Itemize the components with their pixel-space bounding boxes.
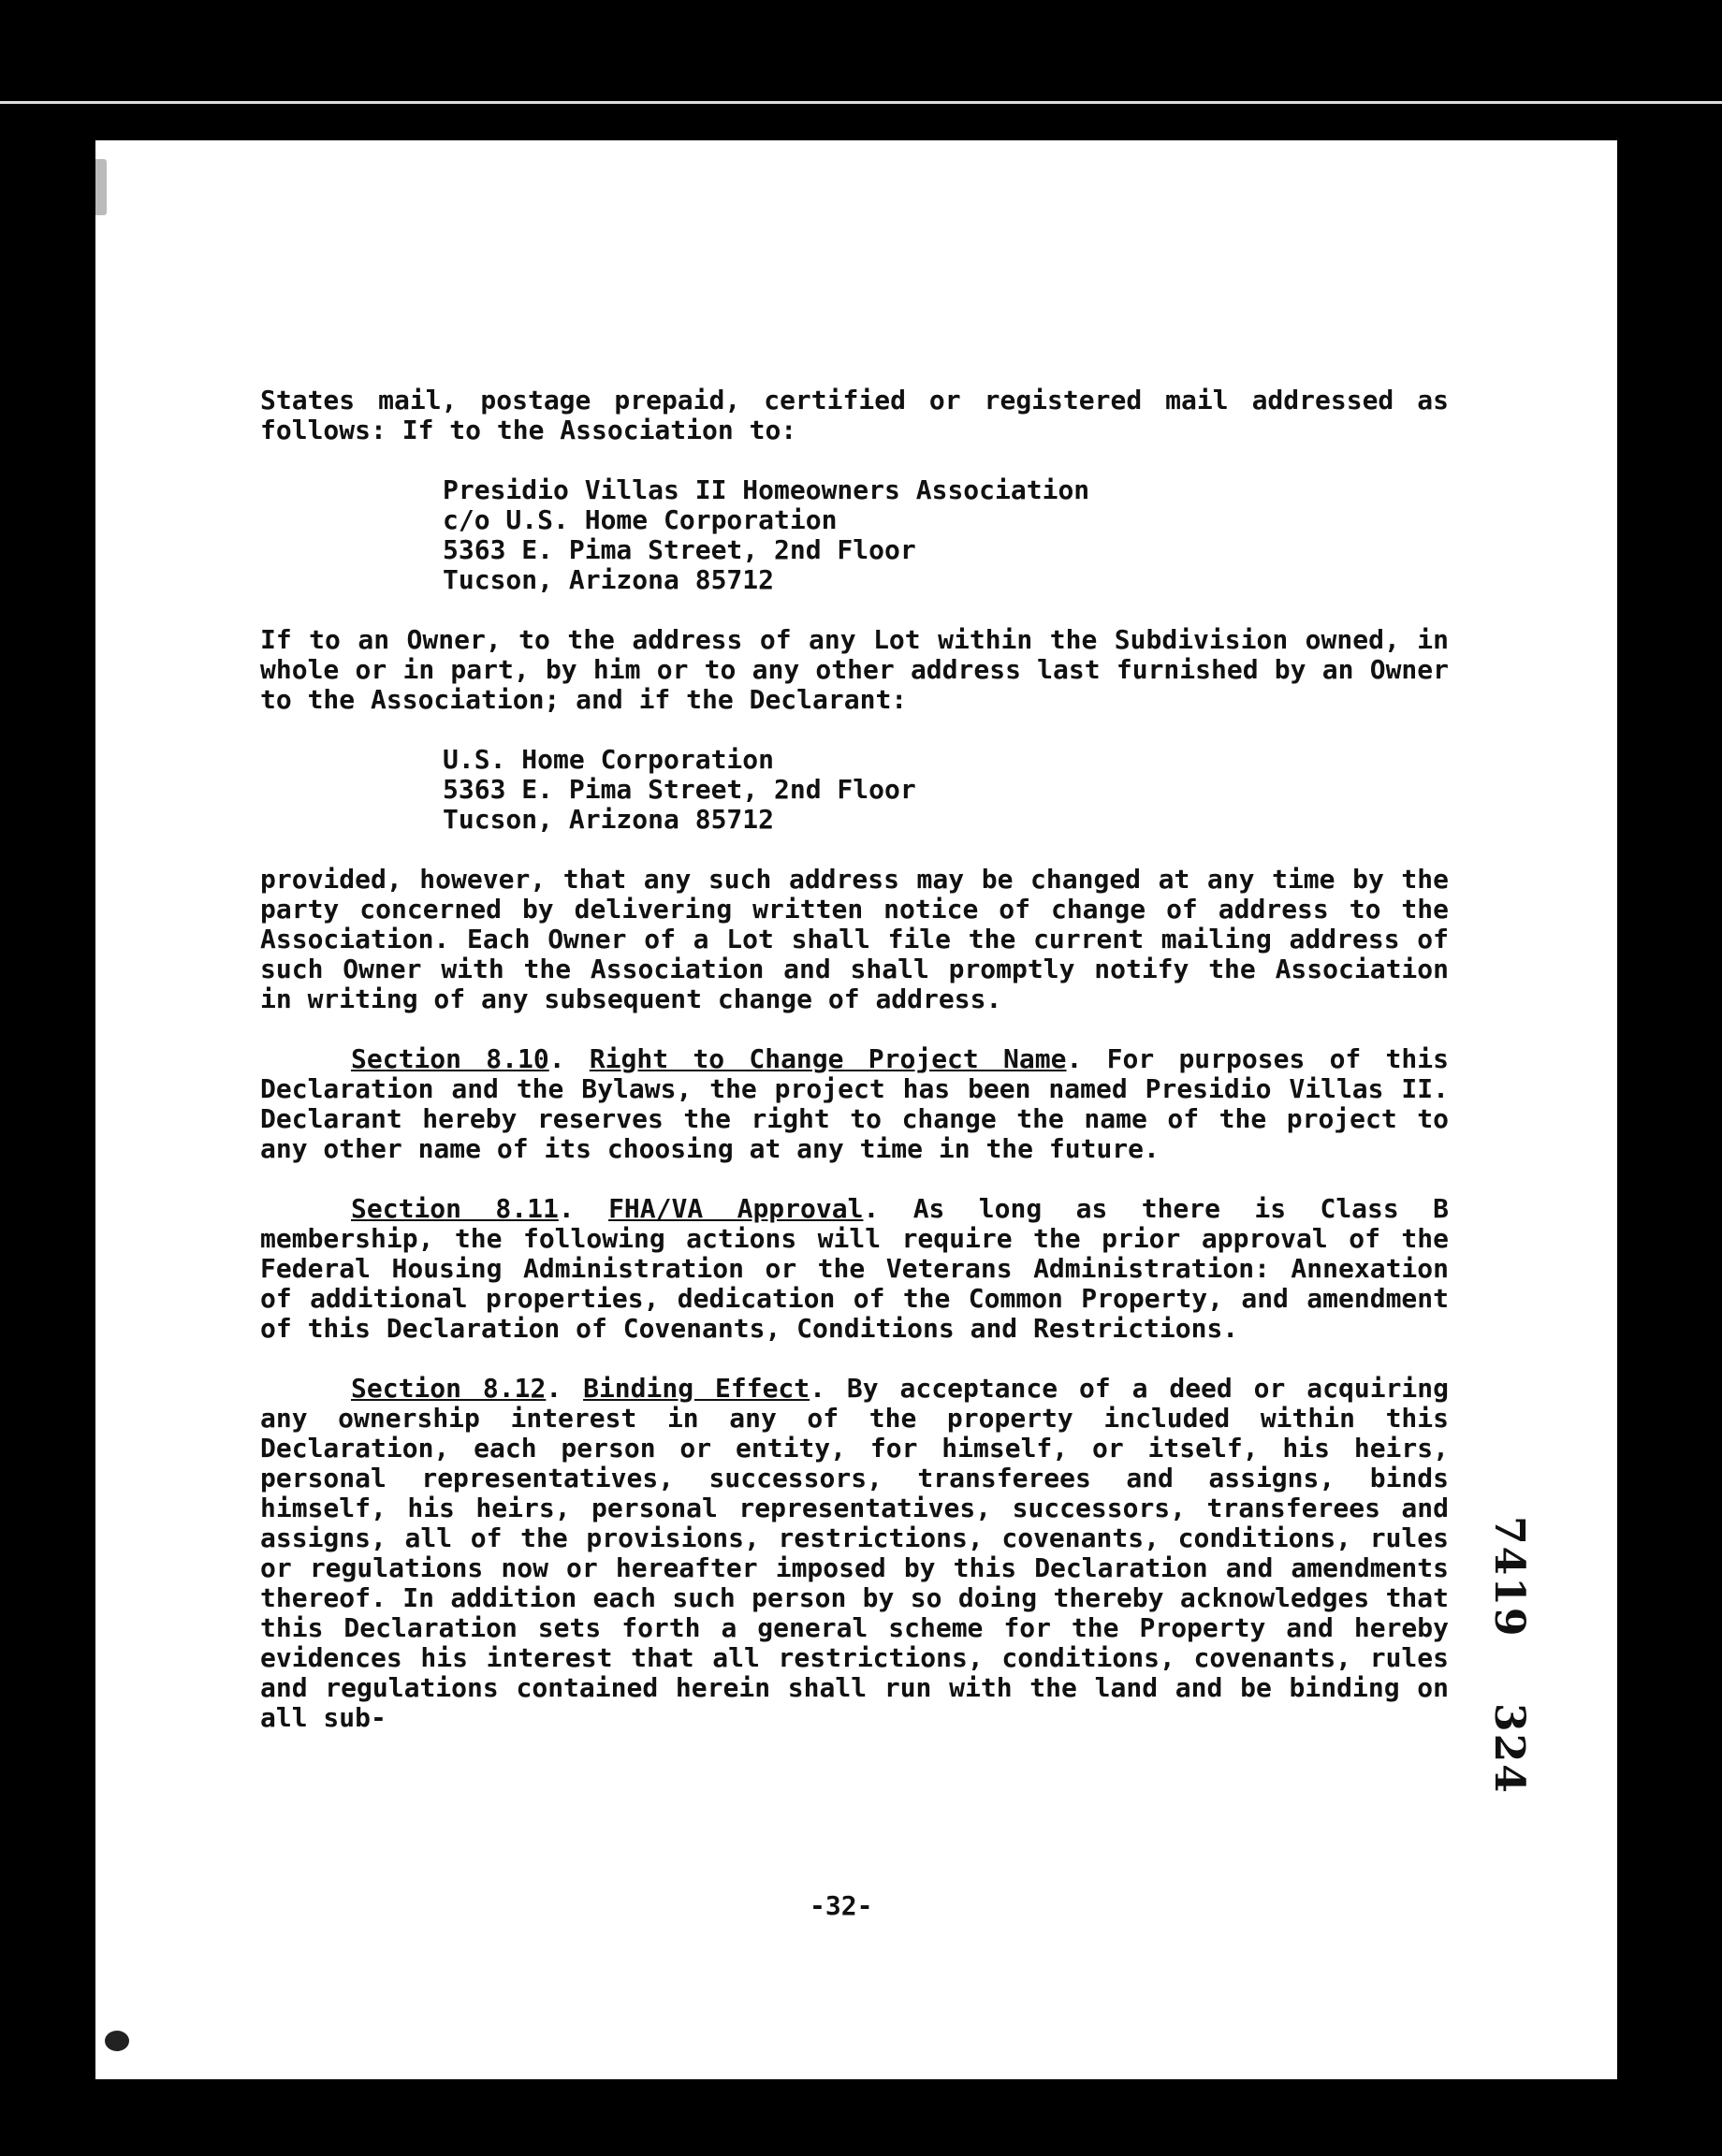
margin-stamp-page: 324 [1485, 1703, 1533, 1795]
document-page [95, 140, 1617, 2079]
scan-speck [105, 2031, 129, 2051]
section-8-12: Section 8.12. Binding Effect. By acceptance of a deed or acquiring any ownership interest in any of the property included within this Declaration, each person or entity, for himself, or itself, his heirs, personal representatives, successors, transferees and assigns, binds himself, his heirs, personal representatives, successors, transferees and assigns, all of the provisions, restrictions, covenants, conditions, rules or regulations now or hereafter imposed by this Declaration and amendments thereof. In addition each such person by so doing thereby acknowledges that this Declaration sets forth a general scheme for the Property and hereby evidences his interest that all restrictions, conditions, covenants, rules and regulations contained herein shall run with the land and be binding on all sub- [260, 1373, 1449, 1733]
section-8-10-body: For purposes of this Declaration and the Bylaws, the project has been named Presidio Villas II. Declarant hereby reserves the right to change the name of the project to any other name of its choosing at any time in the future. [260, 1043, 1449, 1164]
section-8-11-title: FHA/VA Approval [608, 1193, 864, 1224]
margin-stamp-docket: 7419 [1485, 1516, 1533, 1639]
declarant-address: U.S. Home Corporation 5363 E. Pima Street, 2nd Floor Tucson, Arizona 85712 [443, 744, 916, 835]
section-8-11: Section 8.11. FHA/VA Approval. As long as there is Class B membership, the following actions will require the prior approval of the Federal Housing Administration or the Veterans Administration: Annexation of additional properties, dedication of the Common Property, and amendment of this Declaration of Covenants, Conditions and Restrictions. [260, 1193, 1449, 1344]
paragraph-mail-intro: States mail, postage prepaid, certified or registered mail addressed as follows: If to the Association to: [260, 385, 1449, 445]
section-8-11-body: As long as there is Class B membership, the following actions will require the prior approval of the Federal Housing Administration or the Veterans Administration: Annexation of additional properties, dedication of the Common Property, and amendment of this Declaration of Covenants, Conditions and Restrictions. [260, 1193, 1449, 1344]
paragraph-owner-address: If to an Owner, to the address of any Lot within the Subdivision owned, in whole or in part, by him or to any other address last furnished by an Owner to the Association; and if the Declarant: [260, 624, 1449, 715]
section-8-10-title: Right to Change Project Name [589, 1043, 1067, 1074]
section-8-12-body: By acceptance of a deed or acquiring any ownership interest in any of the property included within this Declaration, each person or entity, for himself, or itself, his heirs, personal representatives, successors, transferees and assigns, binds himself, his heirs, personal representatives, successors, transferees and assigns, all of the provisions, restrictions, covenants, conditions, rules or regulations now or hereafter imposed by this Declaration and amendments thereof. In addition each such person by so doing thereby acknowledges that this Declaration sets forth a general scheme for the Property and hereby evidences his interest that all restrictions, conditions, covenants, rules and regulations contained herein shall run with the land and be binding on all sub- [260, 1373, 1449, 1733]
paragraph-address-change: provided, however, that any such address may be changed at any time by the party concerned by delivering written notice of change of address to the Association. Each Owner of a Lot shall file the current mailing address of such Owner with the Association and shall promptly notify the Association in writing of any subsequent change of address. [260, 864, 1449, 1014]
association-address: Presidio Villas II Homeowners Association c/o U.S. Home Corporation 5363 E. Pima Street, 2nd Floor Tucson, Arizona 85712 [443, 474, 1090, 595]
section-8-12-number: Section 8.12 [351, 1373, 547, 1404]
section-8-11-number: Section 8.11 [351, 1193, 559, 1224]
section-8-12-title: Binding Effect [583, 1373, 810, 1404]
scan-speck [95, 159, 107, 215]
page-number: -32- [810, 1890, 873, 1921]
document-body [260, 386, 1449, 1763]
scan-border-line [0, 101, 1722, 104]
section-8-10-number: Section 8.10 [351, 1043, 549, 1074]
section-8-10: Section 8.10. Right to Change Project Name. For purposes of this Declaration and the Bylaws, the project has been named Presidio Villas II. Declarant hereby reserves the right to change the name of the project to any other name of its choosing at any time in the future. [260, 1043, 1449, 1164]
